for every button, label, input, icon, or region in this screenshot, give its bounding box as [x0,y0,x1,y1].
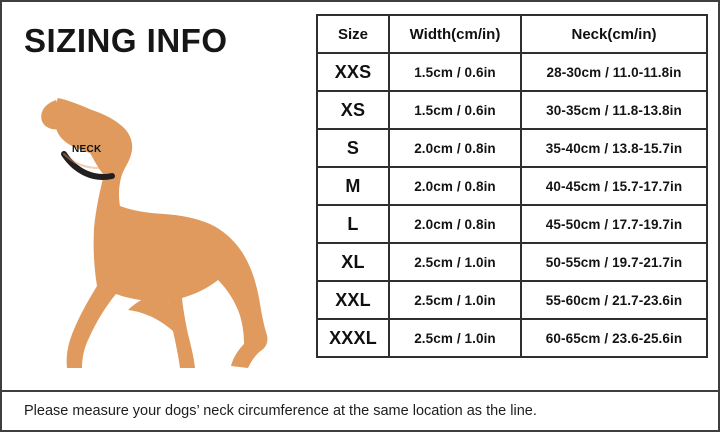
table-row [317,167,707,205]
measurement-note: Please measure your dogs’ neck circumference at the same location as the line. [24,403,537,419]
cell-neck: 40-45cm / 15.7-17.7in [521,167,707,205]
cell-neck: 30-35cm / 11.8-13.8in [521,91,707,129]
dog-illustration [20,72,300,372]
footer-bar [2,390,718,430]
table-row [317,91,707,129]
cell-neck: 50-55cm / 19.7-21.7in [521,243,707,281]
cell-size: XS [317,91,389,129]
column-header-neck: Neck(cm/in) [521,15,707,53]
cell-neck: 55-60cm / 21.7-23.6in [521,281,707,319]
table-row [317,281,707,319]
dog-silhouette-svg [20,72,300,372]
cell-neck: 28-30cm / 11.0-11.8in [521,53,707,91]
cell-neck: 60-65cm / 23.6-25.6in [521,319,707,357]
cell-size: XXL [317,281,389,319]
table-row [317,129,707,167]
cell-size: XXS [317,53,389,91]
cell-width: 2.5cm / 1.0in [389,319,521,357]
dog-body-shape [41,98,267,368]
cell-width: 1.5cm / 0.6in [389,91,521,129]
cell-width: 1.5cm / 0.6in [389,53,521,91]
cell-width: 2.5cm / 1.0in [389,281,521,319]
cell-size: L [317,205,389,243]
size-table-container [316,14,708,358]
neck-label: NECK [72,144,102,155]
cell-width: 2.5cm / 1.0in [389,243,521,281]
cell-size: S [317,129,389,167]
cell-neck: 35-40cm / 13.8-15.7in [521,129,707,167]
table-row [317,243,707,281]
size-table [316,14,708,358]
table-header-row [317,15,707,53]
table-row [317,53,707,91]
table-row [317,319,707,357]
illustration-panel [2,2,312,392]
cell-width: 2.0cm / 0.8in [389,129,521,167]
cell-width: 2.0cm / 0.8in [389,167,521,205]
page-title: SIZING INFO [24,22,228,59]
cell-width: 2.0cm / 0.8in [389,205,521,243]
cell-neck: 45-50cm / 17.7-19.7in [521,205,707,243]
column-header-width: Width(cm/in) [389,15,521,53]
cell-size: XL [317,243,389,281]
column-header-size: Size [317,15,389,53]
table-row [317,205,707,243]
cell-size: M [317,167,389,205]
cell-size: XXXL [317,319,389,357]
